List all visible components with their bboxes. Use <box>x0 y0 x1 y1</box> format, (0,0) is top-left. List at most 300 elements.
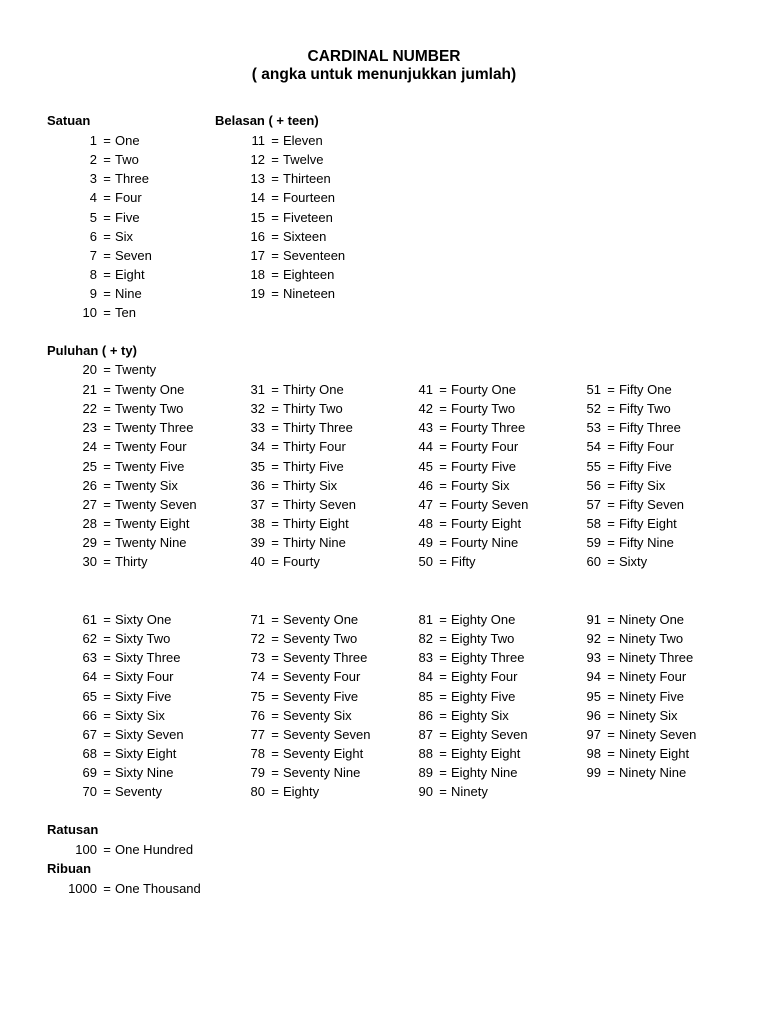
equals-sign: = <box>607 458 615 474</box>
equals-sign: = <box>271 133 279 148</box>
equals-sign: = <box>271 688 279 704</box>
equals-sign: = <box>271 784 279 800</box>
number-value: 20 <box>82 362 97 377</box>
heading-belasan: Belasan ( + teen) <box>215 113 319 128</box>
equals-sign: = <box>271 401 279 417</box>
number-word: Four <box>115 190 142 206</box>
number-value: 6 <box>89 228 97 244</box>
equals-sign: = <box>439 420 447 436</box>
number-value: 93 <box>586 650 601 666</box>
number-value: 61 <box>82 612 97 627</box>
equals-sign: = <box>439 477 447 493</box>
number-word: Seventy Nine <box>283 765 361 781</box>
number-value: 62 <box>82 631 97 647</box>
equals-sign: = <box>271 726 279 742</box>
number-word: Seventeen <box>283 247 346 263</box>
number-word: Sixty Two <box>115 631 171 647</box>
number-word: Thirty Seven <box>283 496 356 512</box>
number-value: 18 <box>250 267 265 283</box>
number-word: Eighty Two <box>451 631 515 647</box>
number-value: 23 <box>82 420 97 436</box>
equals-sign: = <box>103 554 111 570</box>
number-value: 63 <box>82 650 97 666</box>
number-word: Six <box>115 228 134 244</box>
equals-sign: = <box>103 152 111 168</box>
equals-sign: = <box>271 228 279 244</box>
number-word: Fifty Three <box>619 420 681 436</box>
equals-sign: = <box>439 496 447 512</box>
number-word: Twenty One <box>115 382 185 397</box>
number-word: Sixty Nine <box>115 765 174 781</box>
number-word: Thirty Eight <box>283 516 349 532</box>
equals-sign: = <box>271 612 279 627</box>
equals-sign: = <box>271 247 279 263</box>
equals-sign: = <box>439 650 447 666</box>
equals-sign: = <box>439 401 447 417</box>
number-value: 17 <box>250 247 265 263</box>
equals-sign: = <box>271 707 279 723</box>
equals-sign: = <box>607 420 615 436</box>
number-value: 32 <box>250 401 265 417</box>
number-word: Seventy Five <box>283 688 359 704</box>
number-word: Seventy Three <box>283 650 368 666</box>
number-word: Twenty Eight <box>115 516 190 532</box>
number-value: 85 <box>418 688 433 704</box>
equals-sign: = <box>103 477 111 493</box>
equals-sign: = <box>103 746 111 762</box>
number-value: 4 <box>89 190 97 206</box>
number-word: Fifty <box>451 554 476 570</box>
equals-sign: = <box>103 496 111 512</box>
equals-sign: = <box>271 267 279 283</box>
number-value: 41 <box>418 382 433 397</box>
equals-sign: = <box>103 362 111 377</box>
equals-sign: = <box>607 631 615 647</box>
number-value: 44 <box>418 439 433 455</box>
equals-sign: = <box>607 477 615 493</box>
number-word: Sixty Five <box>115 688 172 704</box>
number-word: Nine <box>115 286 142 302</box>
equals-sign: = <box>439 631 447 647</box>
number-word: Fourty One <box>451 382 517 397</box>
number-value: 45 <box>418 458 433 474</box>
equals-sign: = <box>271 631 279 647</box>
number-value: 10 <box>82 305 97 321</box>
number-word: Eighteen <box>283 267 335 283</box>
number-value: 31 <box>250 382 265 397</box>
equals-sign: = <box>103 382 111 397</box>
number-value: 52 <box>586 401 601 417</box>
equals-sign: = <box>271 746 279 762</box>
number-word: Fourty <box>283 554 320 570</box>
number-word: Seventy Four <box>283 669 361 685</box>
number-value: 24 <box>82 439 97 455</box>
equals-sign: = <box>103 726 111 742</box>
equals-sign: = <box>103 228 111 244</box>
number-value: 75 <box>250 688 265 704</box>
equals-sign: = <box>271 765 279 781</box>
number-word: Two <box>115 152 139 168</box>
number-value: 34 <box>250 439 265 455</box>
number-word: Eight <box>115 267 145 283</box>
equals-sign: = <box>607 382 615 397</box>
number-word: Fifty Four <box>619 439 674 455</box>
number-value: 27 <box>82 496 97 512</box>
number-value: 35 <box>250 458 265 474</box>
number-value: 97 <box>586 726 601 742</box>
equals-sign: = <box>607 516 615 532</box>
number-word: Eighty Four <box>451 669 518 685</box>
equals-sign: = <box>439 669 447 685</box>
number-word: Thirty Three <box>283 420 353 436</box>
number-word: Ninety Three <box>619 650 694 666</box>
heading-ribuan: Ribuan <box>47 861 92 876</box>
page-title: CARDINAL NUMBER <box>307 48 461 65</box>
number-value: 64 <box>82 669 97 685</box>
number-word: Fifty Two <box>619 401 671 417</box>
equals-sign: = <box>439 535 447 551</box>
number-value: 99 <box>586 765 601 781</box>
heading-ratusan: Ratusan <box>47 822 99 837</box>
number-value: 74 <box>250 669 265 685</box>
number-word: Sixteen <box>283 228 327 244</box>
equals-sign: = <box>439 439 447 455</box>
number-value: 70 <box>82 784 97 800</box>
number-value: 89 <box>418 765 433 781</box>
number-value: 54 <box>586 439 601 455</box>
number-value: 82 <box>418 631 433 647</box>
number-word: Sixty One <box>115 612 172 627</box>
number-value: 91 <box>586 612 601 627</box>
number-value: 15 <box>250 209 265 225</box>
number-value: 69 <box>82 765 97 781</box>
number-word: Ninety Four <box>619 669 687 685</box>
equals-sign: = <box>103 650 111 666</box>
equals-sign: = <box>103 171 111 187</box>
equals-sign: = <box>271 152 279 168</box>
equals-sign: = <box>271 477 279 493</box>
number-value: 71 <box>250 612 265 627</box>
number-word: Fiveteen <box>283 209 333 225</box>
number-word: Ninety Five <box>619 688 685 704</box>
number-word: Thirty Two <box>283 401 343 417</box>
number-value: 25 <box>82 458 97 474</box>
number-word: Eighty <box>283 784 320 800</box>
number-value: 2 <box>89 152 97 168</box>
number-value: 29 <box>82 535 97 551</box>
number-value: 73 <box>250 650 265 666</box>
number-word: Thirty Five <box>283 458 344 474</box>
number-word: Ninety Nine <box>619 765 687 781</box>
number-word: Thirty Nine <box>283 535 346 551</box>
number-word: Eighty Five <box>451 688 516 704</box>
number-word: Thirty Six <box>283 477 338 493</box>
number-value: 78 <box>250 746 265 762</box>
equals-sign: = <box>607 746 615 762</box>
number-value: 30 <box>82 554 97 570</box>
equals-sign: = <box>103 535 111 551</box>
number-value: 47 <box>418 496 433 512</box>
number-word: Eighty Eight <box>451 746 521 762</box>
number-value: 76 <box>250 707 265 723</box>
equals-sign: = <box>271 516 279 532</box>
number-word: Fourty Eight <box>451 516 522 532</box>
number-word: Seven <box>115 247 152 263</box>
number-word: Eighty Six <box>451 707 509 723</box>
equals-sign: = <box>607 612 615 627</box>
number-value: 59 <box>586 535 601 551</box>
number-word: Seventy Six <box>283 707 352 723</box>
equals-sign: = <box>271 209 279 225</box>
equals-sign: = <box>607 554 615 570</box>
number-value: 3 <box>89 171 97 187</box>
page-subtitle: ( angka untuk menunjukkan jumlah) <box>251 66 517 83</box>
equals-sign: = <box>607 726 615 742</box>
number-value: 13 <box>250 171 265 187</box>
number-value: 33 <box>250 420 265 436</box>
number-value: 94 <box>586 669 601 685</box>
number-word: Seventy Eight <box>283 746 364 762</box>
number-word: Thirteen <box>283 171 331 187</box>
number-word: Eighty Nine <box>451 765 518 781</box>
number-value: 81 <box>418 612 433 627</box>
equals-sign: = <box>103 458 111 474</box>
equals-sign: = <box>103 765 111 781</box>
equals-sign: = <box>103 247 111 263</box>
equals-sign: = <box>607 439 615 455</box>
number-word: Fifty Seven <box>619 496 685 512</box>
number-value: 51 <box>586 382 601 397</box>
number-value: 95 <box>586 688 601 704</box>
number-value: 56 <box>586 477 601 493</box>
number-word: Ninety Seven <box>619 726 697 742</box>
equals-sign: = <box>271 190 279 206</box>
number-value: 36 <box>250 477 265 493</box>
number-value: 79 <box>250 765 265 781</box>
number-word: Sixty <box>619 554 648 570</box>
number-value: 9 <box>89 286 97 302</box>
number-value: 46 <box>418 477 433 493</box>
number-word: One Hundred <box>115 842 194 857</box>
equals-sign: = <box>103 707 111 723</box>
number-value: 7 <box>89 247 97 263</box>
number-value: 90 <box>418 784 433 800</box>
number-value: 77 <box>250 726 265 742</box>
number-word: Twenty Seven <box>115 496 197 512</box>
number-word: Nineteen <box>283 286 336 302</box>
number-word: Five <box>115 209 140 225</box>
number-value: 12 <box>250 152 265 168</box>
number-word: Eighty Seven <box>451 726 528 742</box>
number-word: Fourty Two <box>451 401 516 417</box>
number-word: Seventy Two <box>283 631 358 647</box>
number-value: 16 <box>250 228 265 244</box>
equals-sign: = <box>103 305 111 321</box>
number-value: 21 <box>82 382 97 397</box>
equals-sign: = <box>271 286 279 302</box>
number-word: Twenty Three <box>115 420 194 436</box>
number-word: Fifty Nine <box>619 535 674 551</box>
number-value: 28 <box>82 516 97 532</box>
equals-sign: = <box>607 669 615 685</box>
number-value: 11 <box>251 133 265 148</box>
number-word: Eighty Three <box>451 650 525 666</box>
equals-sign: = <box>607 707 615 723</box>
equals-sign: = <box>103 631 111 647</box>
number-word: Eighty One <box>451 612 516 627</box>
number-value: 67 <box>82 726 97 742</box>
number-value: 84 <box>418 669 433 685</box>
number-word: Ten <box>115 305 136 321</box>
equals-sign: = <box>607 688 615 704</box>
equals-sign: = <box>103 784 111 800</box>
number-word: Twenty Nine <box>115 535 187 551</box>
number-value: 50 <box>418 554 433 570</box>
number-value: 87 <box>418 726 433 742</box>
number-word: Seventy Seven <box>283 726 371 742</box>
equals-sign: = <box>607 650 615 666</box>
number-value: 57 <box>586 496 601 512</box>
number-value: 55 <box>586 458 601 474</box>
number-value: 86 <box>418 707 433 723</box>
equals-sign: = <box>271 420 279 436</box>
equals-sign: = <box>607 401 615 417</box>
number-value: 19 <box>250 286 265 302</box>
equals-sign: = <box>439 516 447 532</box>
equals-sign: = <box>271 439 279 455</box>
number-word: Twelve <box>283 152 324 168</box>
number-word: Sixty Eight <box>115 746 177 762</box>
number-word: Ninety One <box>619 612 685 627</box>
equals-sign: = <box>607 496 615 512</box>
equals-sign: = <box>439 765 447 781</box>
number-value: 22 <box>82 401 97 417</box>
number-value: 96 <box>586 707 601 723</box>
number-value: 43 <box>418 420 433 436</box>
number-word: Fifty Five <box>619 458 672 474</box>
number-word: Ninety <box>451 784 488 800</box>
number-value: 26 <box>82 477 97 493</box>
number-value: 39 <box>250 535 265 551</box>
number-word: Fifty Six <box>619 477 666 493</box>
number-value: 72 <box>250 631 265 647</box>
heading-puluhan: Puluhan ( + ty) <box>47 343 137 358</box>
number-value: 1 <box>89 133 97 148</box>
number-word: Fourty Three <box>451 420 526 436</box>
number-word: Fourty Four <box>451 439 519 455</box>
equals-sign: = <box>271 496 279 512</box>
equals-sign: = <box>439 382 447 397</box>
number-word: Sixty Six <box>115 707 165 723</box>
heading-satuan: Satuan <box>47 113 91 128</box>
number-value: 65 <box>82 688 97 704</box>
number-word: Sixty Four <box>115 669 174 685</box>
number-value: 88 <box>418 746 433 762</box>
number-word: Fourty Five <box>451 458 517 474</box>
equals-sign: = <box>103 439 111 455</box>
number-word: Ninety Eight <box>619 746 690 762</box>
number-value: 98 <box>586 746 601 762</box>
equals-sign: = <box>103 267 111 283</box>
number-word: Ninety Two <box>619 631 684 647</box>
number-value: 100 <box>75 842 97 857</box>
number-word: Seventy <box>115 784 162 800</box>
equals-sign: = <box>103 401 111 417</box>
number-value: 80 <box>250 784 265 800</box>
number-value: 1000 <box>68 881 97 896</box>
equals-sign: = <box>439 688 447 704</box>
number-word: Thirty One <box>283 382 344 397</box>
number-value: 48 <box>418 516 433 532</box>
equals-sign: = <box>271 554 279 570</box>
number-value: 40 <box>250 554 265 570</box>
number-value: 68 <box>82 746 97 762</box>
number-word: Seventy One <box>283 612 359 627</box>
equals-sign: = <box>103 190 111 206</box>
equals-sign: = <box>103 286 111 302</box>
equals-sign: = <box>103 420 111 436</box>
equals-sign: = <box>271 171 279 187</box>
number-word: Three <box>115 171 149 187</box>
number-value: 83 <box>418 650 433 666</box>
equals-sign: = <box>271 669 279 685</box>
equals-sign: = <box>103 842 111 857</box>
number-word: Twenty Five <box>115 458 185 474</box>
equals-sign: = <box>103 881 111 896</box>
equals-sign: = <box>103 133 111 148</box>
number-word: Thirty <box>115 554 148 570</box>
number-value: 8 <box>89 267 97 283</box>
number-value: 14 <box>250 190 265 206</box>
number-word: Fourty Six <box>451 477 510 493</box>
number-word: Twenty <box>115 362 157 377</box>
equals-sign: = <box>271 535 279 551</box>
number-value: 49 <box>418 535 433 551</box>
number-word: Fourteen <box>283 190 336 206</box>
number-word: One <box>115 133 140 148</box>
equals-sign: = <box>271 650 279 666</box>
equals-sign: = <box>439 707 447 723</box>
number-value: 92 <box>586 631 601 647</box>
equals-sign: = <box>271 382 279 397</box>
number-word: Twenty Two <box>115 401 184 417</box>
equals-sign: = <box>607 535 615 551</box>
number-value: 38 <box>250 516 265 532</box>
equals-sign: = <box>103 516 111 532</box>
equals-sign: = <box>103 209 111 225</box>
equals-sign: = <box>439 612 447 627</box>
number-word: Sixty Three <box>115 650 181 666</box>
number-value: 42 <box>418 401 433 417</box>
equals-sign: = <box>271 458 279 474</box>
number-word: Twenty Six <box>115 477 178 493</box>
number-value: 66 <box>82 707 97 723</box>
equals-sign: = <box>439 746 447 762</box>
equals-sign: = <box>439 458 447 474</box>
number-value: 60 <box>586 554 601 570</box>
number-word: Sixty Seven <box>115 726 184 742</box>
number-value: 58 <box>586 516 601 532</box>
equals-sign: = <box>439 784 447 800</box>
number-word: Ninety Six <box>619 707 678 723</box>
equals-sign: = <box>103 612 111 627</box>
equals-sign: = <box>103 688 111 704</box>
number-word: Fourty Seven <box>451 496 529 512</box>
equals-sign: = <box>439 554 447 570</box>
number-value: 37 <box>250 496 265 512</box>
number-word: Eleven <box>283 133 323 148</box>
equals-sign: = <box>607 765 615 781</box>
